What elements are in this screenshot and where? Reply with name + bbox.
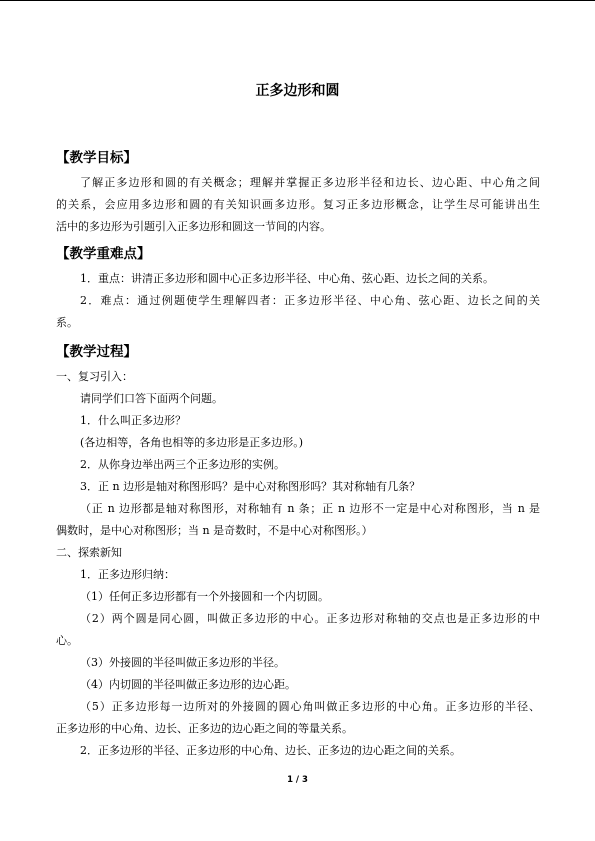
process-line-2: 请同学们口答下面两个问题。	[80, 392, 223, 405]
section-heading-keypoints: 【教学重难点】	[56, 246, 151, 262]
process-line-1: 一、复习引入：	[56, 370, 133, 383]
keypoints-line-2: 2．难点：通过例题使学生理解四者：正多边形半径、中心角、弦心距、边长之间的关	[80, 294, 540, 307]
process-line-8: 偶数时，是中心对称图形；当 n 是奇数时，不是中心对称图形。）	[56, 524, 373, 537]
page-title: 正多边形和圆	[255, 83, 340, 99]
page-number: 1 / 3	[287, 775, 308, 785]
section-heading-process: 【教学过程】	[56, 344, 137, 360]
keypoints-line-1: 1．重点：讲清正多边形和圆中心正多边形半径、中心角、弦心距、边长之间的关系。	[80, 272, 494, 285]
process-line-16: （5）正多边形每一边所对的外接圆的圆心角叫做正多边形的中心角。正多边形的半径、	[80, 700, 540, 713]
process-line-4: (各边相等，各角也相等的多边形是正多边形。)	[80, 436, 304, 449]
process-line-15: （4）内切圆的半径叫做正多边形的边心距。	[80, 678, 296, 691]
process-line-10: 1．正多边形归纳：	[80, 568, 175, 581]
process-line-9: 二、探索新知	[56, 546, 122, 559]
process-line-12: （2）两个圆是同心圆，叫做正多边形的中心。正多边形对称轴的交点也是正多边形的中	[80, 612, 540, 625]
goals-line-1: 了解正多边形和圆的有关概念；理解并掌握正多边形半径和边长、边心距、中心角之间	[80, 176, 540, 189]
section-heading-goals: 【教学目标】	[56, 150, 137, 166]
process-line-11: （1）任何正多边形都有一个外接圆和一个内切圆。	[80, 590, 329, 603]
process-line-3: 1．什么叫正多边形？	[80, 414, 186, 427]
process-line-13: 心。	[56, 634, 78, 647]
process-line-7: （正 n 边形都是轴对称图形，对称轴有 n 条；正 n 边形不一定是中心对称图形，当 n 是	[80, 502, 540, 515]
process-line-5: 2．从你身边举出两三个正多边形的实例。	[80, 458, 285, 471]
process-line-14: （3）外接圆的半径叫做正多边形的半径。	[80, 656, 285, 669]
process-line-17: 正多边形的中心角、边长、正多边的边心距之间的等量关系。	[56, 722, 353, 735]
goals-line-3: 活中的多边形为引题引入正多边形和圆这一节间的内容。	[56, 220, 331, 233]
process-line-18: 2．正多边形的半径、正多边形的中心角、边长、正多边的边心距之间的关系。	[80, 744, 461, 757]
keypoints-line-3: 系。	[56, 316, 78, 329]
goals-line-2: 的关系，会应用多边形和圆的有关知识画多边形。复习正多边形概念，让学生尽可能讲出生	[56, 198, 540, 211]
process-line-6: 3．正 n 边形是轴对称图形吗？是中心对称图形吗？其对称轴有几条？	[80, 480, 421, 493]
